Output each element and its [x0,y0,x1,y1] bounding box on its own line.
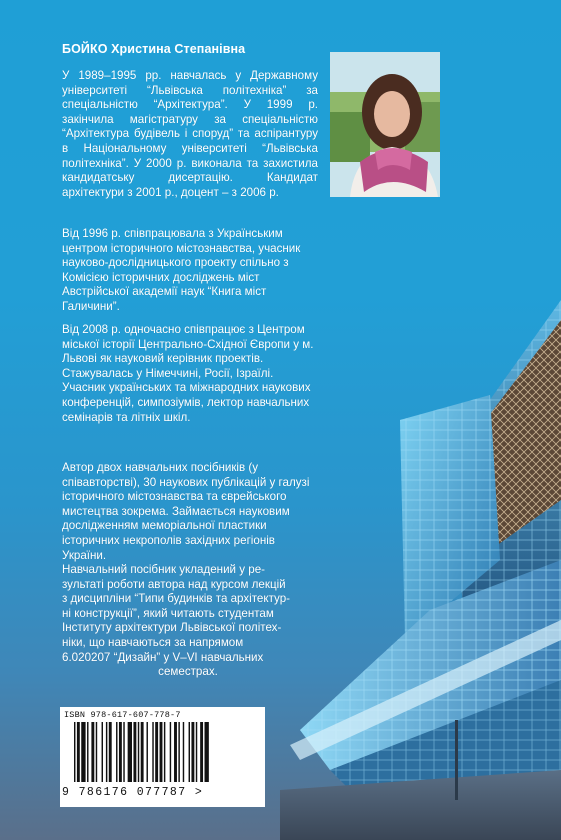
barcode-bar [81,722,85,782]
biography-research-2008: Від 2008 р. одночасно співпрацює з Центром міської історії Центрально-Східної Європи у м. Львові як науковий керівник проектів. Стажувалась у Німеччині, Росії, Ізраїлі. Учасник українських та міжнародних наукових конференцій, симпозіумів, лектор навчальних семінарів та літніх шкіл. [62,323,314,424]
textbook-description-line: Навчальний посібник укладений у ре- [62,563,266,576]
barcode-bar [205,722,209,782]
barcode-bar [191,722,194,782]
barcode-bar [123,722,124,782]
barcode-bar [116,722,117,782]
barcode-bar [170,722,171,782]
barcode-bar [138,722,139,782]
biography-publications: Автор двох навчальних посібників (у співавторстві), 30 наукових публікацій у галузі історичного містознавства та єврейського мистецтва зокрема. Займається науковим дослідженням меморіальної пластики історичних некрополів західних регіонів України. [62,461,310,562]
barcode-bar [200,722,203,782]
barcode-bar [160,722,163,782]
barcode-bar [152,722,153,782]
barcode-bar [77,722,80,782]
textbook-description-line: з дисципліни “Типи будинків та архітектур- [62,592,290,606]
barcode-bar [91,722,94,782]
barcode-bar [87,722,88,782]
barcode-bar [74,722,75,782]
ean-digits: 9 786176 077787 > [62,786,204,799]
barcode-bar [102,722,103,782]
barcode-bar [196,722,197,782]
barcode-bar [106,722,107,782]
textbook-description-line: ні конструкції”, який читають студентам [62,606,274,620]
barcode-bar [164,722,165,782]
biography-research-1996: Від 1996 р. співпрацювала з Українським центром історичного містознавства, учасник науково-дослідницького проекту спільно з Комісією історичних досліджень міст Австрійської академії наук “Книга міст Галичини”. [62,227,301,313]
barcode-bar [183,722,184,782]
textbook-description [62,563,314,680]
barcode-bar [128,722,132,782]
isbn-number: ISBN 978-617-607-778-7 [64,710,181,720]
textbook-description-line: 6.020207 “Дизайн” у V–VI навчальних [62,650,264,664]
barcode-bar [133,722,136,782]
barcode-bar [109,722,112,782]
textbook-description-line: зультаті роботи автора над курсом лекцій [62,577,286,591]
textbook-description-line: ніки, що навчаються за напрямом [62,635,244,649]
barcode-bar [141,722,144,782]
textbook-description-line: Інституту архітектури Львівської політех- [62,621,282,635]
isbn-barcode [60,707,265,807]
barcode-bar [178,722,179,782]
barcode-bar [119,722,122,782]
barcode-bar [96,722,97,782]
author-name: БОЙКО Христина Степанівна [62,42,246,56]
barcode-bars [74,722,254,782]
author-photo [330,52,440,197]
barcode-bar [147,722,148,782]
barcode-bar [155,722,158,782]
barcode-bar [189,722,190,782]
biography-education: У 1989–1995 рр. навчалась у Державному університеті “Львівська політехніка” за спеціальністю “Архітектура”. У 1999 р. закінчила магістратуру за спеціальністю “Архітектура будівель і споруд” та аспірантуру в Національному університеті “Львівська політехніка”. У 2000 р. виконала та захистила кандидатську дисертацію. Кандидат архітектури з 2001 р., доцент – з 2006 р. [62,69,318,199]
textbook-description-line: семестрах. [158,665,218,679]
barcode-bar [174,722,177,782]
